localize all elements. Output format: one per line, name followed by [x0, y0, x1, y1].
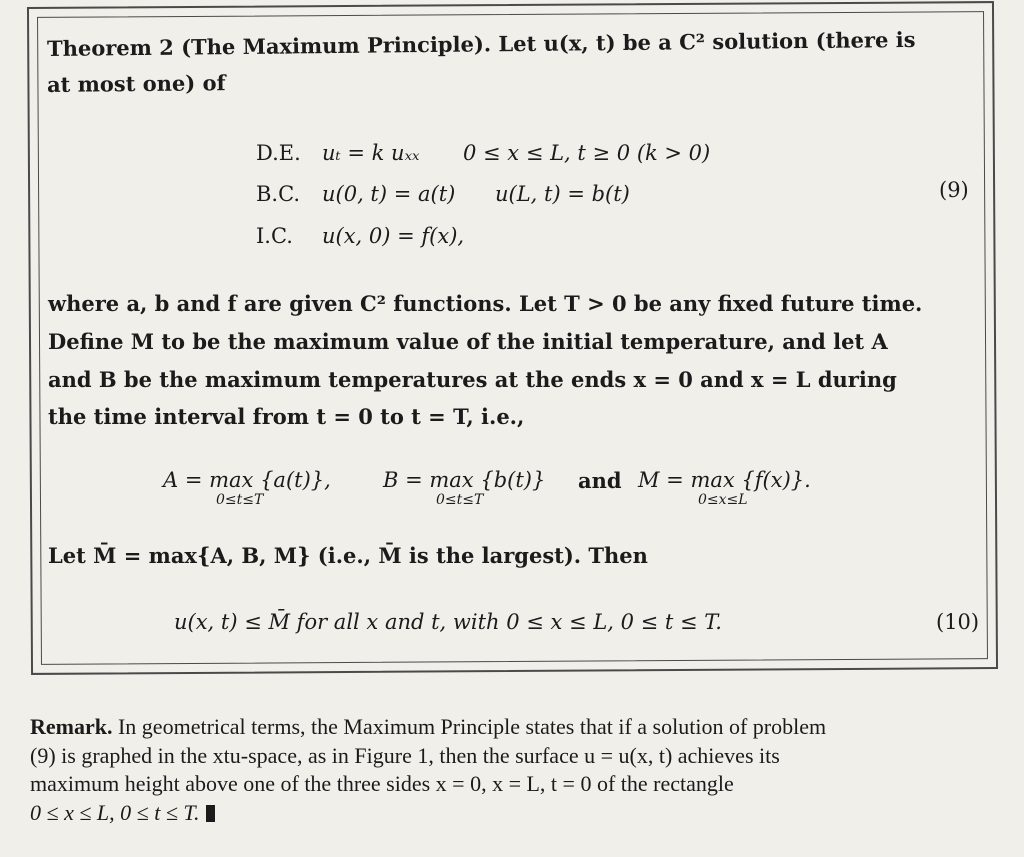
para-line-2: Define M to be the maximum value of the initial temperature, and let A [48, 329, 888, 354]
theorem-title-line: Theorem 2 (The Maximum Principle). Let u(x, t) be a C² solution (there is [46, 26, 916, 61]
max-a-subscript: 0≤t≤T [216, 492, 264, 508]
remark-line-1-text: In geometrical terms, the Maximum Principle states that if a solution of problem [117, 714, 827, 739]
remark-line-1 [30, 714, 826, 741]
remark-label: Remark. [30, 714, 113, 739]
system-cond-bc: u(L, t) = b(t) [495, 182, 630, 206]
remark-line-4 [30, 800, 215, 827]
system-eq-de: uₜ = k uₓₓ [322, 141, 420, 165]
para-line-1: where a, b and f are given C² functions. Let T > 0 be any fixed future time. [48, 291, 923, 316]
para-line-4: the time interval from t = 0 to t = T, i.e., [48, 404, 525, 429]
max-b-subscript: 0≤t≤T [436, 492, 484, 508]
max-a-expression: A = max {a(t)}, [163, 468, 331, 492]
maxima-and-word: and [578, 468, 622, 493]
let-line: Let M̄ = max{A, B, M} (i.e., M̄ is the largest). Then [48, 543, 648, 568]
system-label-ic: I.C. [256, 224, 293, 248]
qed-square-icon [206, 805, 215, 822]
system-eq-bc: u(0, t) = a(t) [322, 182, 456, 206]
system-cond-de: 0 ≤ x ≤ L, t ≥ 0 (k > 0) [463, 141, 711, 165]
system-eq-ic: u(x, 0) = f(x), [322, 224, 465, 248]
system-label-de: D.E. [256, 141, 301, 165]
theorem-intro-line-2: at most one) of [46, 70, 226, 97]
conclusion-inequality: u(x, t) ≤ M̄ for all x and t, with 0 ≤ x ≤ L, 0 ≤ t ≤ T. [174, 610, 722, 634]
equation-number-10: (10) [936, 610, 980, 634]
system-label-bc: B.C. [256, 182, 301, 206]
max-b-expression: B = max {b(t)} [383, 468, 546, 492]
para-line-3: and B be the maximum temperatures at the ends x = 0 and x = L during [48, 367, 897, 392]
max-m-subscript: 0≤x≤L [698, 492, 748, 508]
equation-number-9: (9) [939, 178, 969, 202]
remark-line-3: maximum height above one of the three sides x = 0, x = L, t = 0 of the rectangle [30, 771, 734, 796]
remark-line-4-text: 0 ≤ x ≤ L, 0 ≤ t ≤ T. [30, 800, 200, 825]
max-m-expression: M = max {f(x)}. [638, 468, 811, 492]
remark-line-2: (9) is graphed in the xtu-space, as in Figure 1, then the surface u = u(x, t) achieves its [30, 743, 780, 768]
